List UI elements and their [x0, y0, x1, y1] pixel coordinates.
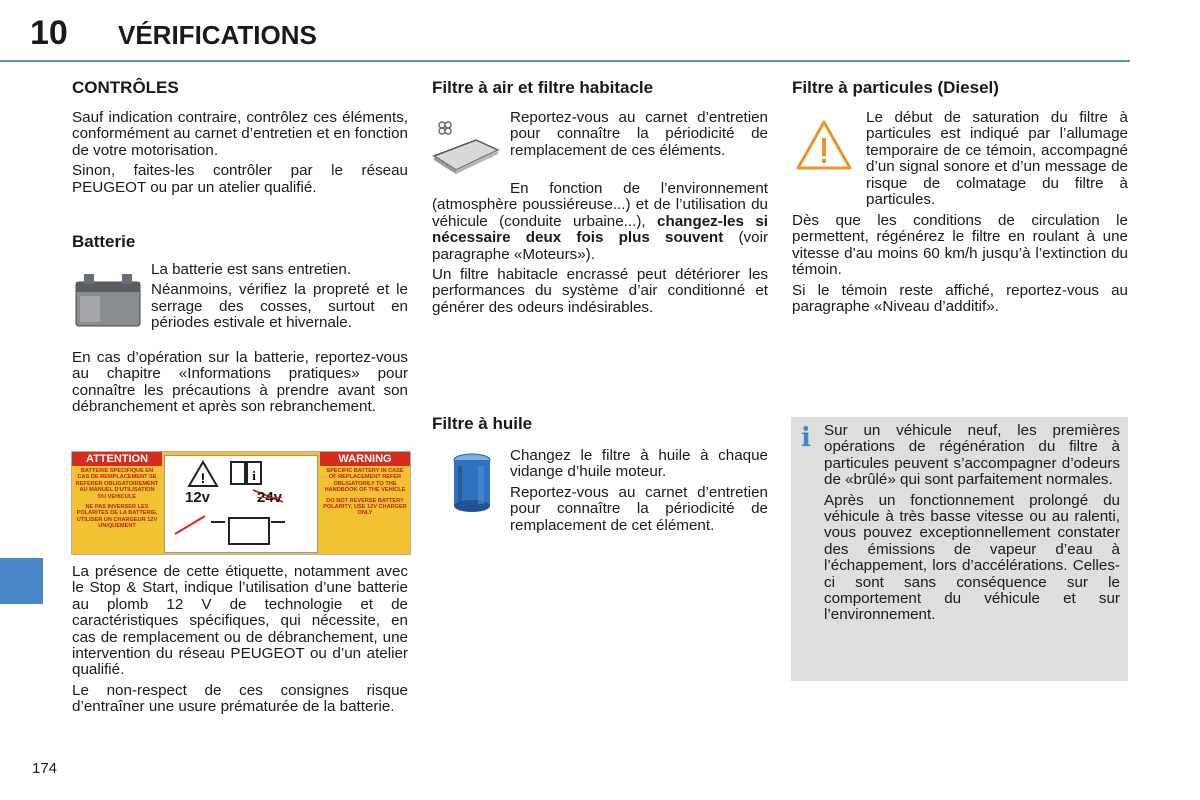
oil-filter-heading: Filtre à huile	[432, 414, 533, 433]
air-filter-p2-b: changez-les si nécessaire deux fois plus souvent	[432, 212, 768, 247]
label-right-bottom: DO NOT REVERSE BATTERY POLARITY, USE 12V CHARGER ONLY	[323, 497, 407, 517]
battery-p1: La batterie est sans entretien.	[151, 261, 352, 278]
label-24v: 24v	[257, 489, 283, 506]
battery-p3: En cas d’opération sur la batterie, reportez-vous au chapitre «Informations pratiques» pour connaître les précautions à prendre avant son débranchement et après son rebranchement.	[72, 349, 408, 416]
warning-triangle-icon	[794, 118, 854, 172]
controls-heading: CONTRÔLES	[72, 78, 179, 97]
header-rule	[0, 60, 1130, 62]
dpf-p1: Le début de saturation du filtre à particules est indiqué par l’allumage temporaire de ce témoin, accompagné d’un signal sonore et d’un message de risque de colmatage du filtre à particules.	[866, 109, 1128, 209]
info-box	[791, 417, 1128, 681]
label-left-panel	[72, 452, 162, 554]
label-left-bottom: NE PAS INVERSER LES POLARITES DE LA BATTERIE, UTILISER UN CHARGEUR 12V UNIQUEMENT	[76, 504, 158, 530]
dpf-p3: Si le témoin reste affiché, reportez-vous au paragraphe «Niveau d’additif».	[792, 281, 1128, 316]
controls-intro	[72, 110, 408, 200]
info-icon: i	[801, 423, 811, 453]
dpf-heading: Filtre à particules (Diesel)	[792, 78, 999, 97]
dpf-text-below	[792, 213, 1128, 319]
chapter-number: 10	[30, 14, 68, 52]
label-left-top: BATTERIE SPECIFIQUE EN CAS DE REMPLACEMENT SE REFERER OBLIGATOIREMENT AU MANUEL D'UTILISATION DU VEHICULE	[75, 468, 159, 500]
dpf-text-right	[866, 110, 1128, 208]
info-text	[824, 423, 1120, 628]
air-filter-text-right	[510, 110, 768, 163]
label-right-panel	[320, 452, 410, 554]
battery-text-right	[151, 262, 408, 336]
page-number: 174	[32, 760, 58, 777]
oil-filter-p2: Reportez-vous au carnet d’entretien pour connaître la périodicité de remplacement de cet élément.	[510, 483, 768, 534]
label-attention: ATTENTION	[72, 452, 162, 466]
controls-intro-p2: Sinon, faites-les contrôler par le réseau PEUGEOT ou par un atelier qualifié.	[72, 162, 408, 196]
air-filter-p2	[432, 181, 768, 263]
air-filter-p1: Reportez-vous au carnet d’entretien pour connaître la périodicité de remplacement de ces éléments.	[510, 109, 768, 159]
oil-filter-p1: Changez le filtre à huile à chaque vidange d’huile moteur.	[510, 447, 768, 481]
controls-intro-p1: Sauf indication contraire, contrôlez ces éléments, conformément au carnet d’entretien et en fonction de votre motorisation.	[72, 109, 408, 159]
battery-p5: Le non-respect de ces consignes risque d’entraîner une usure prématurée de la batterie.	[72, 681, 408, 716]
svg-text:i: i	[252, 468, 256, 483]
oil-filter-text	[510, 448, 768, 538]
battery-p4: La présence de cette étiquette, notamment avec le Stop & Start, indique l’utilisation d’une batterie au plomb 12 V de technologie et de caractéristiques spécifiques, qui nécessite, en cas de remplacement ou de débranchement, une intervention du réseau PEUGEOT ou d’un atelier qualifié.	[72, 563, 408, 679]
info-p1: Sur un véhicule neuf, les premières opérations de régénération du filtre à particules peuvent s’accompagner d’odeurs de «brûlé» qui sont parfaitement normales.	[824, 422, 1120, 489]
air-filter-p2-c: (voir paragraphe «Moteurs»).	[432, 229, 769, 263]
svg-text:!: !	[200, 470, 206, 486]
chapter-side-tab	[0, 558, 43, 604]
air-filter-p2-a: En fonction de l’environnement (atmosphère poussiéreuse...) et de l’utilisation du véhicule (conduite urbaine...),	[432, 180, 768, 230]
chapter-title: VÉRIFICATIONS	[118, 20, 317, 50]
label-right-top: SPECIFIC BATTERY IN CASE OF REPLACEMENT REFER OBLIGATORILY TO THE HANDBOOK OF THE VEHICLE	[324, 468, 406, 494]
battery-warning-label	[71, 451, 411, 555]
dpf-p2: Dès que les conditions de circulation le permettent, régénérez le filtre en roulant à une vitesse d’au moins 60 km/h jusqu’à l’extinction du témoin.	[792, 212, 1128, 279]
info-p2: Après un fonctionnement prolongé du véhicule à très basse vitesse ou au ralenti, vous pouvez exceptionnellement constater des émissions de vapeur d’eau à l’échappement, lors d’accélérations. Celles-ci sont sans conséquence sur le comportement du véhicule et sur l’environnement.	[824, 491, 1120, 624]
battery-label-text	[72, 564, 408, 720]
air-filter-text-below	[432, 181, 768, 320]
air-filter-heading: Filtre à air et filtre habitacle	[432, 78, 654, 97]
air-filter-icon	[432, 116, 500, 176]
battery-icon	[72, 266, 144, 330]
battery-p2: Néanmoins, vérifiez la propreté et le serrage des cosses, surtout en périodes estivale et hivernale.	[151, 281, 408, 332]
battery-heading: Batterie	[72, 232, 136, 251]
battery-text-below	[72, 350, 408, 420]
label-warning: WARNING	[320, 452, 410, 466]
air-filter-p3: Un filtre habitacle encrassé peut détériorer les performances du système d’air conditionné et générer des odeurs indésirables.	[432, 266, 768, 316]
label-12v: 12v	[185, 489, 211, 506]
oil-filter-icon	[448, 452, 496, 514]
label-pictogram-panel	[164, 455, 318, 553]
